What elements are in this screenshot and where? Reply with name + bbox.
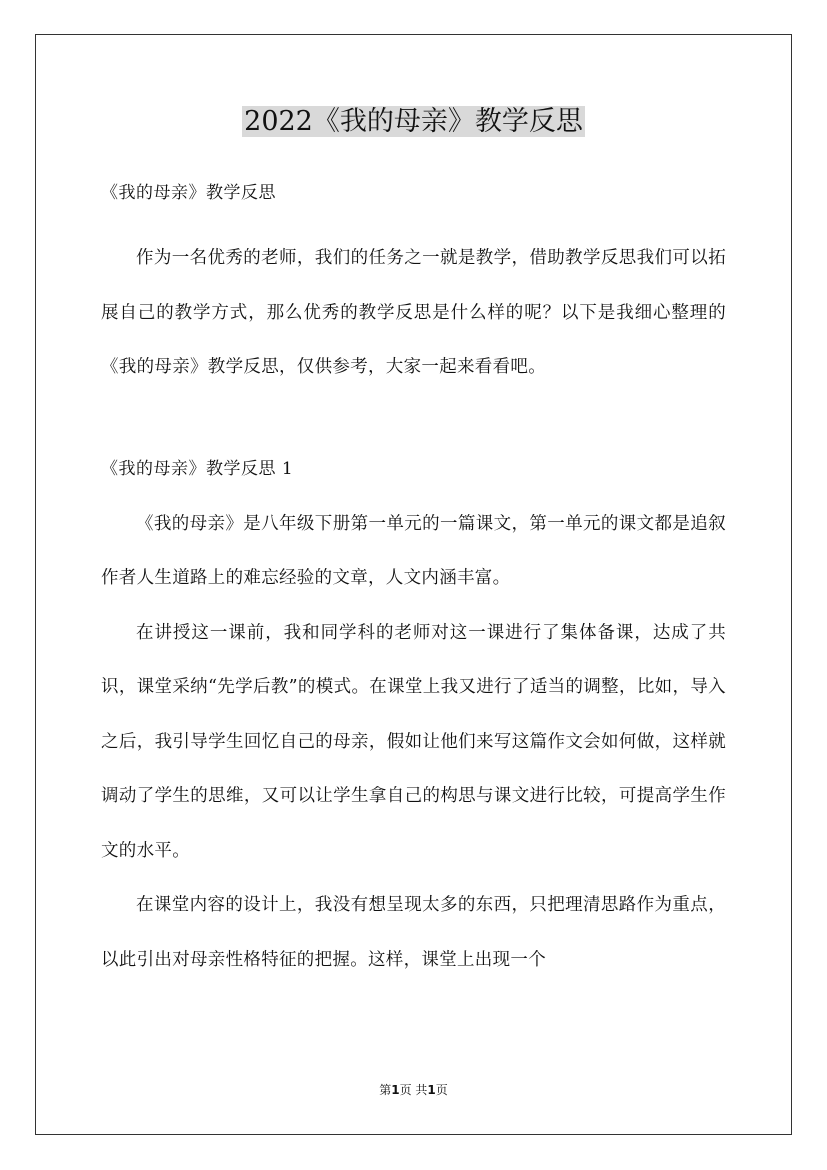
footer-prefix: 第 xyxy=(379,1083,392,1097)
document-body xyxy=(101,173,726,987)
body-paragraph-3: 在课堂内容的设计上，我没有想呈现太多的东西，只把理清思路作为重点，以此引出对母亲性格特征的把握。这样，课堂上出现一个 xyxy=(101,895,726,970)
footer-mid: 页 共 xyxy=(399,1083,428,1097)
footer-page-current: 1 xyxy=(391,1083,400,1097)
document-title-text: 2022《我的母亲》教学反思 xyxy=(244,106,583,137)
body-paragraph-1: 《我的母亲》是八年级下册第一单元的一篇课文，第一单元的课文都是追叙作者人生道路上的难忘经验的文章，人文内涵丰富。 xyxy=(101,513,726,588)
page-footer xyxy=(0,1082,827,1098)
document-title xyxy=(0,103,827,141)
footer-page-total: 1 xyxy=(427,1083,436,1097)
intro-paragraph: 作为一名优秀的老师，我们的任务之一就是教学，借助教学反思我们可以拓展自己的教学方式，那么优秀的教学反思是什么样的呢？以下是我细心整理的《我的母亲》教学反思，仅供参考，大家一起来看看吧。 xyxy=(101,248,726,377)
intro-heading: 《我的母亲》教学反思 xyxy=(101,183,276,203)
section-heading: 《我的母亲》教学反思 1 xyxy=(101,458,294,479)
footer-suffix: 页 xyxy=(435,1083,448,1097)
body-paragraph-2: 在讲授这一课前，我和同学科的老师对这一课进行了集体备课，达成了共识，课堂采纳“先学后教”的模式。在课堂上我又进行了适当的调整，比如，导入之后，我引导学生回忆自己的母亲，假如让他们来写这篇作文会如何做，这样就调动了学生的思维，又可以让学生拿自己的构思与课文进行比较，可提高学生作文的水平。 xyxy=(101,622,726,861)
